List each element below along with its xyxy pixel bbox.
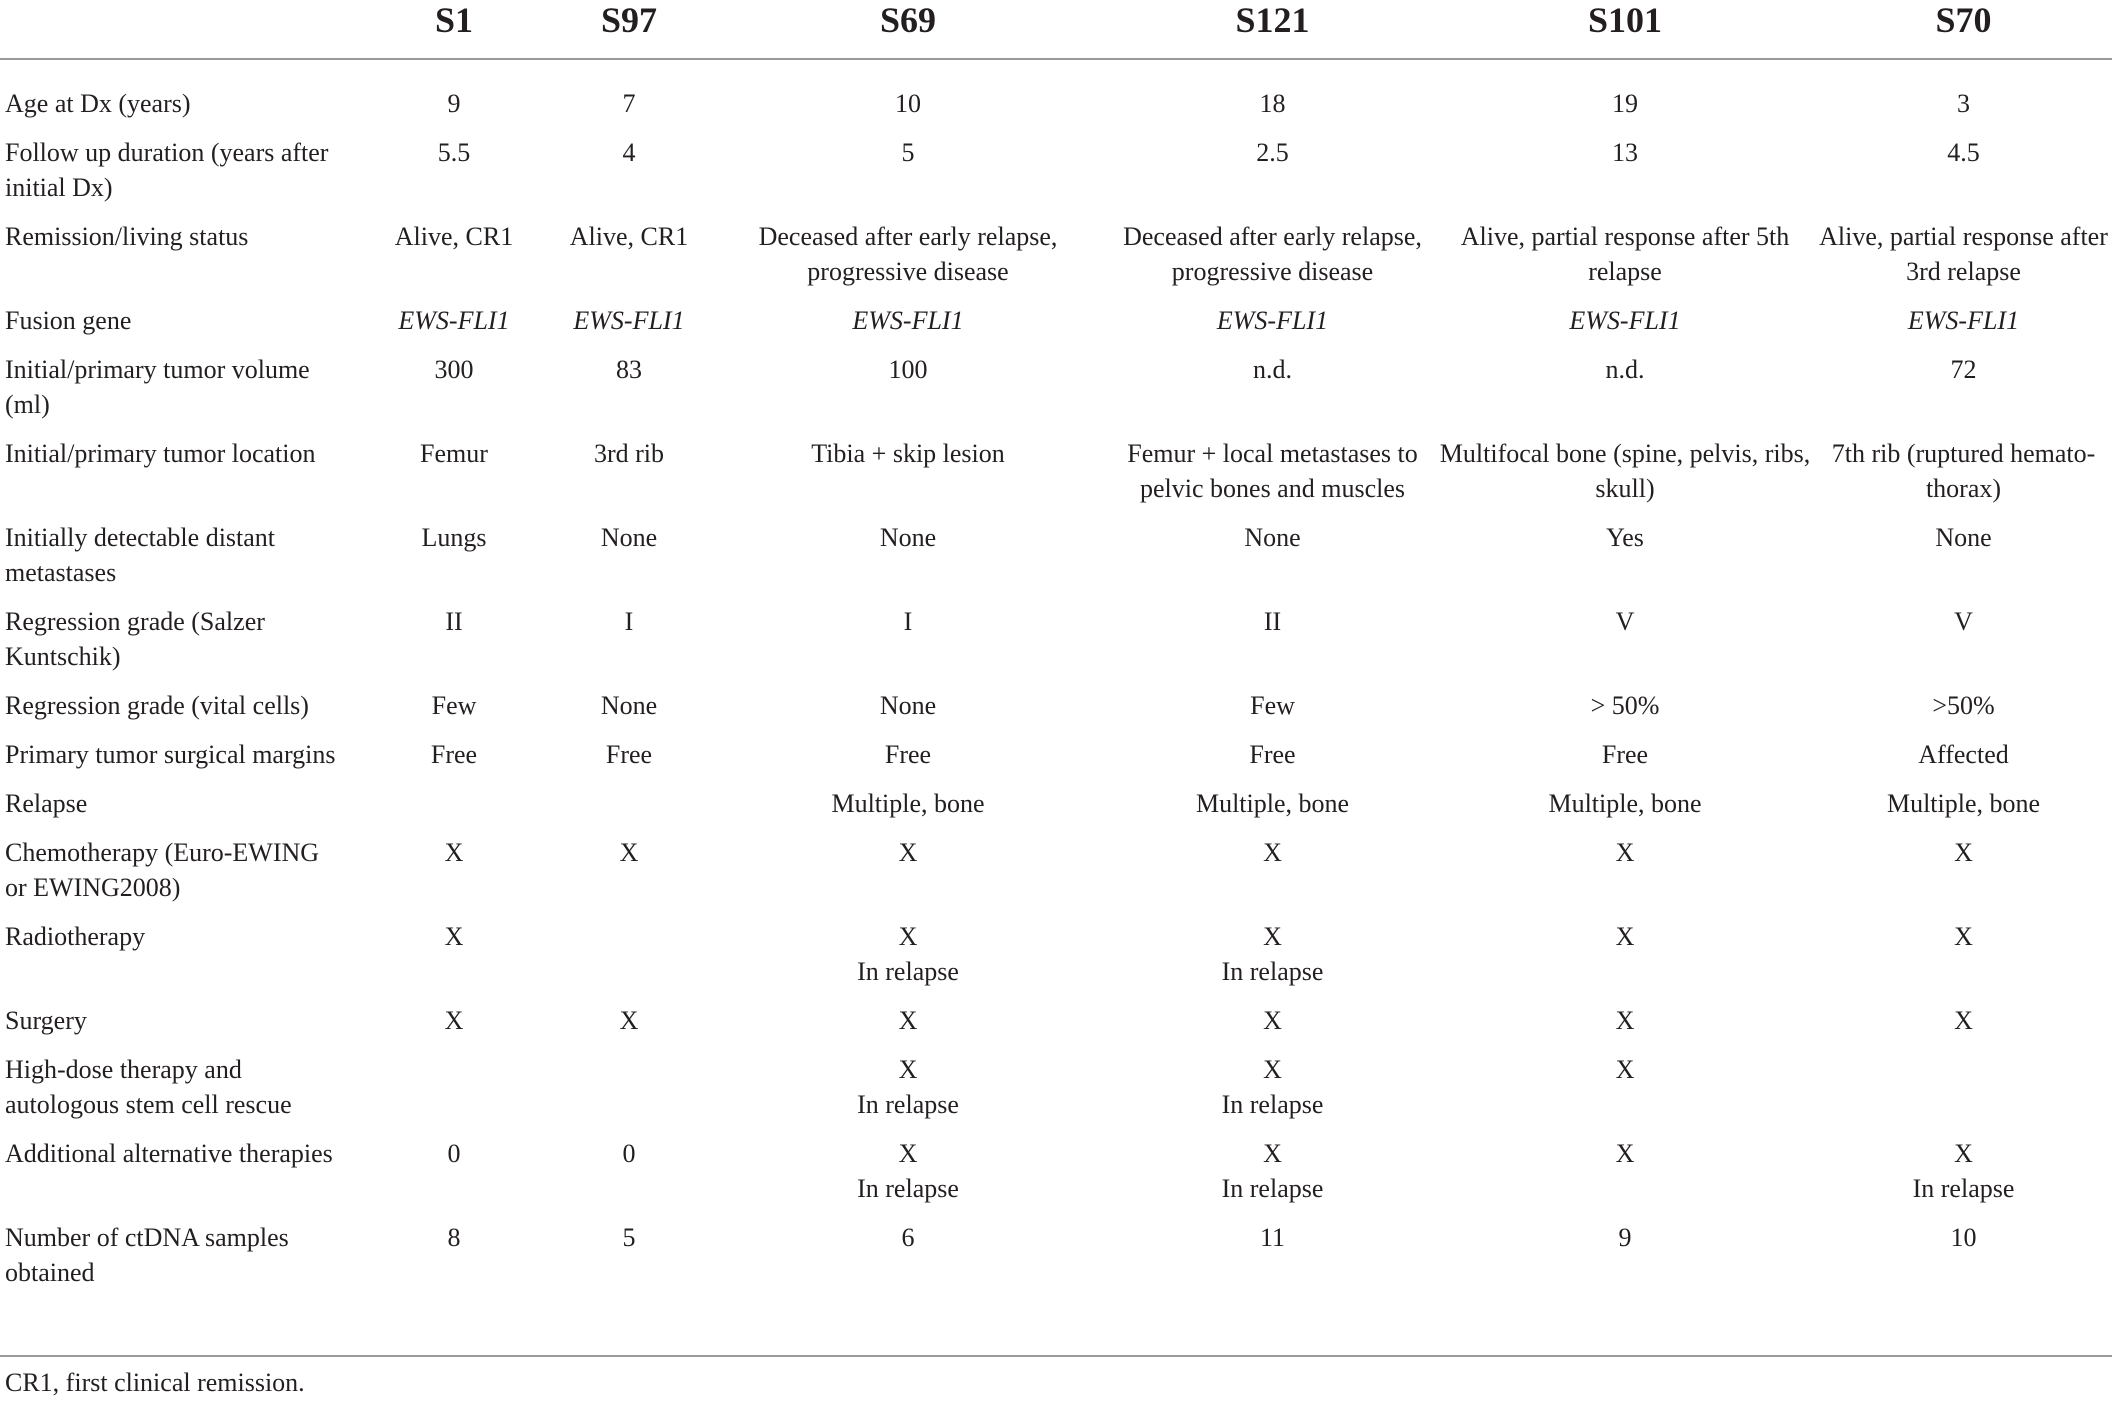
table-cell [356,604,552,688]
cell-value: Multifocal bone (spine, pelvis, ribs, skull) [1439,439,1811,503]
cell-value: 0 [622,1139,636,1168]
table-cell [1435,1136,1815,1220]
table-cell [1815,835,2112,919]
table-cell [1815,135,2112,219]
cell-value: X [1615,1139,1635,1168]
column-header: S121 [1110,0,1435,59]
row-label: Primary tumor surgical margins [5,740,336,769]
cell-value: 72 [1950,355,1977,384]
table-cell [356,219,552,303]
table-row [0,1220,2112,1310]
table-cell [1110,135,1435,219]
cell-value: 4 [622,138,636,167]
table-cell [1435,520,1815,604]
column-header: S70 [1815,0,2112,59]
table-row [0,436,2112,520]
table-cell [1110,786,1435,835]
column-header: S69 [706,0,1110,59]
table-cell [1815,1052,2112,1136]
row-label: Age at Dx (years) [5,89,191,118]
cell-value: 3rd rib [593,439,665,468]
cell-value: X [1954,922,1973,951]
table-cell [706,604,1110,688]
cell-value: n.d. [1605,355,1645,384]
table-cell [552,303,706,352]
cell-value: Multiple, bone [1886,789,2041,818]
table-cell [1435,737,1815,786]
cell-value: 19 [1612,89,1638,118]
row-label: Initial/primary tumor location [5,439,316,468]
cell-value: Multiple, bone [1195,789,1350,818]
row-label: Regression grade (Salzer Kuntschik) [5,607,265,671]
table-cell [706,352,1110,436]
row-label: Follow up duration (years after initial Dx) [5,138,329,202]
cell-value: 100 [888,355,928,384]
table-bottom-rule [0,1355,2112,1357]
table-cell [1435,786,1815,835]
row-label: Radiotherapy [5,922,146,951]
table-cell [356,786,552,835]
table-cell [1815,737,2112,786]
cell-value: II [445,607,463,636]
table-cell [1435,688,1815,737]
table-cell [552,352,706,436]
table-cell [1435,835,1815,919]
cell-value: 9 [447,89,461,118]
cell-value: EWS-FLI1 [852,306,964,335]
row-label: Fusion gene [5,306,132,335]
cell-note: In relapse [1221,1090,1324,1119]
table-cell [1815,59,2112,135]
cell-note: In relapse [857,1174,959,1203]
table-row [0,1136,2112,1220]
cell-note: In relapse [857,957,959,986]
table-cell [1815,219,2112,303]
cell-value: 10 [895,89,921,118]
table-cell [706,59,1110,135]
cell-value: X [1263,922,1282,951]
cell-value: Multiple, bone [831,789,985,818]
cell-value: X [1954,1006,1973,1035]
cell-note: In relapse [857,1090,959,1119]
cell-value: Few [431,691,477,720]
table-cell [706,786,1110,835]
cell-value: EWS-FLI1 [398,306,510,335]
table-cell [552,786,706,835]
table-cell [1815,688,2112,737]
table-cell [1110,303,1435,352]
table-cell [1110,59,1435,135]
cell-value: 7th rib (ruptured hemato-thorax) [1831,439,2096,503]
cell-value: I [903,607,913,636]
table-cell [356,1136,552,1220]
column-header: S97 [552,0,706,59]
table-cell [552,219,706,303]
table-cell [706,219,1110,303]
table-cell [1815,1136,2112,1220]
cell-value: X [898,1139,918,1168]
cell-value: X [898,1055,918,1084]
table-cell [356,688,552,737]
row-label: Chemotherapy (Euro-EWING or EWING2008) [5,838,320,902]
table-cell [1435,919,1815,1003]
table-cell [1815,1220,2112,1310]
table-cell [1815,1003,2112,1052]
cell-value: Free [1601,740,1649,769]
column-header: S101 [1435,0,1815,59]
header-row [0,0,2112,59]
table-cell [356,436,552,520]
table-cell [1815,520,2112,604]
table-cell [552,59,706,135]
cell-value: Femur + local metastases to pelvic bones and muscles [1127,439,1418,503]
table-cell [1435,1003,1815,1052]
cell-value: EWS-FLI1 [1907,306,2020,335]
table-cell [552,737,706,786]
table-row [0,520,2112,604]
cell-value: None [600,523,658,552]
table-cell [706,303,1110,352]
cell-value: X [898,838,918,867]
cell-value: X [619,1006,639,1035]
row-label: Remission/living status [5,222,249,251]
cell-value: Few [1250,691,1295,720]
cell-value: 9 [1618,1223,1632,1252]
table-cell [552,919,706,1003]
row-label: Additional alternative therapies [5,1139,333,1168]
cell-value: Deceased after early relapse, progressive disease [758,222,1058,286]
cell-value: 7 [622,89,636,118]
cell-value: X [1615,1055,1635,1084]
table-cell [1110,835,1435,919]
table-cell [1815,352,2112,436]
cell-value: X [1615,922,1635,951]
table-cell [1110,352,1435,436]
table-cell [552,604,706,688]
table-cell [356,352,552,436]
table-cell [1815,303,2112,352]
table-cell [552,1220,706,1310]
table-body [0,59,2112,1310]
cell-value: None [879,691,937,720]
table-cell [552,135,706,219]
table-cell [1110,604,1435,688]
table-row [0,352,2112,436]
table-row [0,219,2112,303]
cell-note: In relapse [1221,957,1324,986]
cell-value: X [898,1006,918,1035]
table-cell [1435,303,1815,352]
row-label: Initially detectable distant metastases [5,523,276,587]
table-cell [356,59,552,135]
table-cell [706,1003,1110,1052]
cell-value: II [1263,607,1282,636]
cell-value: Yes [1606,523,1644,552]
table-cell [552,520,706,604]
table-cell [1110,1220,1435,1310]
cell-value: Multiple, bone [1548,789,1702,818]
cell-value: Free [884,740,932,769]
cell-value: 11 [1259,1223,1286,1252]
row-label: Number of ctDNA samples obtained [5,1223,289,1287]
table-cell [1815,436,2112,520]
cell-value: 300 [434,355,474,384]
cell-value: X [1263,1055,1282,1084]
table-row [0,1052,2112,1136]
table-cell [356,520,552,604]
cell-value: X [444,838,464,867]
table-cell [1110,219,1435,303]
cell-value: X [619,838,639,867]
cell-value: X [1954,1139,1973,1168]
table-cell [706,737,1110,786]
table-cell [356,135,552,219]
cell-value: Lungs [421,523,487,552]
cell-value: X [898,922,918,951]
cell-value: EWS-FLI1 [1216,306,1329,335]
table-cell [1435,1220,1815,1310]
cell-value: Alive, partial response after 3rd relapse [1819,222,2108,286]
row-label: High-dose therapy and autologous stem cell rescue [5,1055,292,1119]
cell-value: 0 [447,1139,461,1168]
cell-value: EWS-FLI1 [573,306,685,335]
table-cell [552,1003,706,1052]
cell-value: Free [430,740,478,769]
cell-note: In relapse [1912,1174,2015,1203]
cell-value: 2.5 [1256,138,1289,167]
table-cell [1435,352,1815,436]
cell-value: X [1615,838,1635,867]
table-cell [1110,520,1435,604]
cell-note: In relapse [1221,1174,1324,1203]
table-row [0,135,2112,219]
table-cell [552,436,706,520]
table-cell [706,1052,1110,1136]
table-footnote: CR1, first clinical remission. [5,1368,305,1397]
table-cell [706,436,1110,520]
cell-value: V [1615,607,1635,636]
cell-value: 83 [616,355,642,384]
cell-value: 5 [622,1223,636,1252]
table-row [0,303,2112,352]
table-cell [1110,1052,1435,1136]
table-cell [1435,1052,1815,1136]
cell-value: Tibia + skip lesion [811,439,1005,468]
table-cell [706,919,1110,1003]
table-cell [706,835,1110,919]
table-row [0,737,2112,786]
table-cell [356,919,552,1003]
cell-value: X [1263,1139,1282,1168]
table-cell [1815,604,2112,688]
table-cell [552,1136,706,1220]
cell-value: None [600,691,658,720]
cell-value: None [1244,523,1301,552]
cell-value: Femur [420,439,488,468]
cell-value: I [624,607,634,636]
cell-value: 13 [1612,138,1638,167]
table-row [0,1003,2112,1052]
table-cell [1435,436,1815,520]
table-cell [356,303,552,352]
cell-value: Free [605,740,653,769]
cell-value: X [1263,838,1282,867]
cell-value: Deceased after early relapse, progressive disease [1123,222,1422,286]
table-row [0,786,2112,835]
table-cell [1815,919,2112,1003]
cell-value: Affected [1918,740,2009,769]
table-cell [706,1220,1110,1310]
table-cell [552,688,706,737]
table-cell [706,135,1110,219]
cell-value: X [1954,838,1973,867]
table-cell [1435,219,1815,303]
cell-value: X [444,922,464,951]
cell-value: 5 [901,138,915,167]
table-cell [1110,436,1435,520]
table-cell [1435,135,1815,219]
table-cell [1435,59,1815,135]
cell-value: Alive, CR1 [569,222,689,251]
cell-value: n.d. [1253,355,1292,384]
table-cell [356,737,552,786]
cell-value: V [1954,607,1973,636]
table-row [0,919,2112,1003]
table-row [0,835,2112,919]
table-cell [552,1052,706,1136]
cell-value: None [1935,523,1992,552]
cell-value: None [879,523,937,552]
table-cell [356,1220,552,1310]
header-label-column [0,0,356,59]
cell-value: 3 [1957,89,1970,118]
table-cell [1815,786,2112,835]
table-row [0,59,2112,135]
table-cell [552,835,706,919]
row-label: Regression grade (vital cells) [5,691,309,720]
table-cell [1110,737,1435,786]
cell-value: Alive, partial response after 5th relapse [1460,222,1790,286]
cell-value: 6 [901,1223,915,1252]
table-cell [1110,919,1435,1003]
cell-value: > 50% [1590,691,1660,720]
row-label: Relapse [5,789,88,818]
column-header: S1 [356,0,552,59]
table-cell [356,1052,552,1136]
table-row [0,604,2112,688]
cell-value: 18 [1259,89,1286,118]
table-cell [706,520,1110,604]
cell-value: X [1615,1006,1635,1035]
cell-value: 5.5 [437,138,471,167]
table-cell [706,1136,1110,1220]
table-cell [1110,1003,1435,1052]
table-cell [1110,688,1435,737]
cell-value: 4.5 [1947,138,1980,167]
cell-value: X [444,1006,464,1035]
cell-value: Alive, CR1 [394,222,514,251]
cell-value: 10 [1950,1223,1977,1252]
cell-value: EWS-FLI1 [1569,306,1681,335]
cell-value: X [1263,1006,1282,1035]
cell-value: Free [1249,740,1296,769]
cell-value: 8 [447,1223,461,1252]
row-label: Initial/primary tumor volume (ml) [5,355,310,419]
table-cell [706,688,1110,737]
table-cell [356,835,552,919]
row-label: Surgery [5,1006,87,1035]
table-cell [356,1003,552,1052]
cell-value: >50% [1932,691,1995,720]
table-row [0,688,2112,737]
table-cell [1435,604,1815,688]
table-cell [1110,1136,1435,1220]
